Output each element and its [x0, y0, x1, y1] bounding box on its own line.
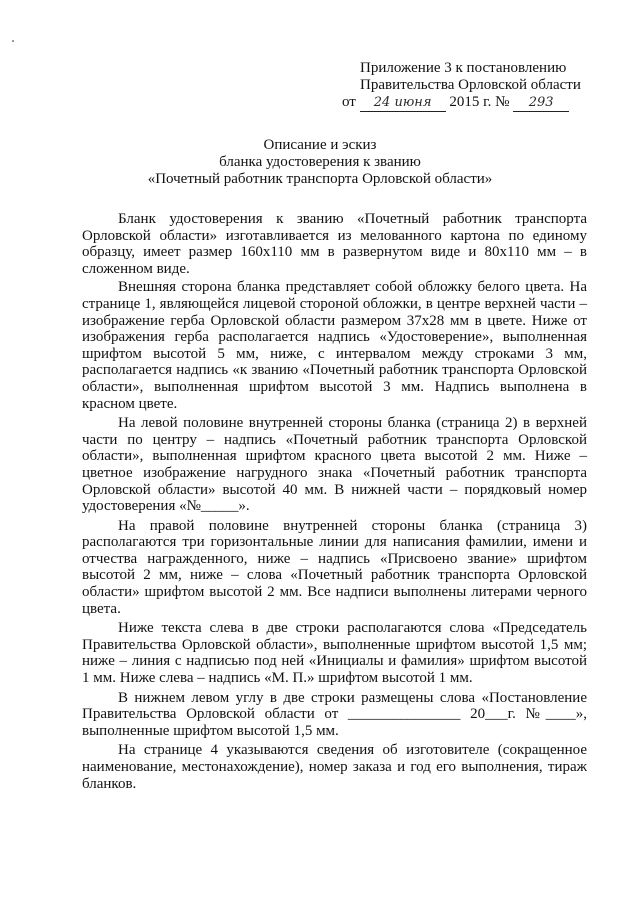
appendix-line-1: Приложение 3 к постановлению [360, 60, 567, 76]
title-line-3: «Почетный работник транспорта Орловской области» [147, 171, 493, 187]
paragraph-4: На правой половине внутренней стороны бланка (страница 3) располагаются три горизонтальные линии для написания фамилии, имени и отчества награжденного, ниже – надпись «Присвоено звание» шрифтом высотой 2 мм, ниже – слова «Почетный работник транспорта Орловской области» шрифтом высотой 2 мм. Все надписи выполнены литерами черного цвета. [82, 517, 587, 617]
title-line-2: бланка удостоверения к званию [219, 154, 421, 170]
document-body [82, 211, 587, 792]
title-line-1: Описание и эскиз [263, 137, 377, 153]
paragraph-7: На странице 4 указываются сведения об изготовителе (сокращенное наименование, местонахождение), номер заказа и год его выполнения, тираж бланков. [82, 742, 587, 792]
paragraph-6: В нижнем левом углу в две строки размещены слова «Постановление Правительства Орловской области от _______________ 20___г. №____», выполненные шрифтом высотой 1,5 мм. [82, 689, 587, 739]
appendix-line-2: Правительства Орловской области [360, 77, 581, 93]
handwritten-date: 24 июня [360, 94, 446, 112]
date-prefix: от [342, 94, 356, 110]
paragraph-1: Бланк удостоверения к званию «Почетный работник транспорта Орловской области» изготавливается из мелованного картона по единому образцу, имеет размер 160х110 мм в развернутом виде и 80х110 мм – в сложенном виде. [82, 211, 587, 277]
paragraph-2: Внешняя сторона бланка представляет собой обложку белого цвета. На странице 1, являющейся лицевой стороной обложки, в центре верхней части – изображение герба Орловской области размером 37х28 мм в цвете. Ниже от изображения герба располагается надпись «Удостоверение», выполненная шрифтом высотой 5 мм, ниже, с интервалом между строками 3 мм, располагается надпись «к званию «Почетный работник транспорта Орловской области», выполненная шрифтом высотой 3 мм. Надпись выполнена в красном цвете. [82, 279, 587, 412]
paragraph-5: Ниже текста слева в две строки располагаются слова «Председатель Правительства Орловской области», выполненные шрифтом высотой 1,5 мм; ниже – линия с надписью под ней «Инициалы и фамилия» шрифтом высотой 1 мм. Ниже слева – надпись «М. П.» шрифтом высотой 1 мм. [82, 620, 587, 687]
appendix-date-line [342, 94, 592, 112]
year-number-label: 2015 г. № [449, 94, 510, 110]
handwritten-number: 293 [513, 94, 569, 112]
document-title [80, 137, 560, 188]
scan-speck [12, 40, 14, 42]
paragraph-3: На левой половине внутренней стороны бланка (страница 2) в верхней части по центру – надпись «Почетный работник транспорта Орловской области», выполненная шрифтом красного цвета высотой 2 мм. Ниже – цветное изображение нагрудного знака «Почетный работник транспорта Орловской области» высотой 40 мм. В нижней части – порядковый номер удостоверения «№_____». [82, 415, 587, 515]
appendix-header [342, 60, 592, 112]
